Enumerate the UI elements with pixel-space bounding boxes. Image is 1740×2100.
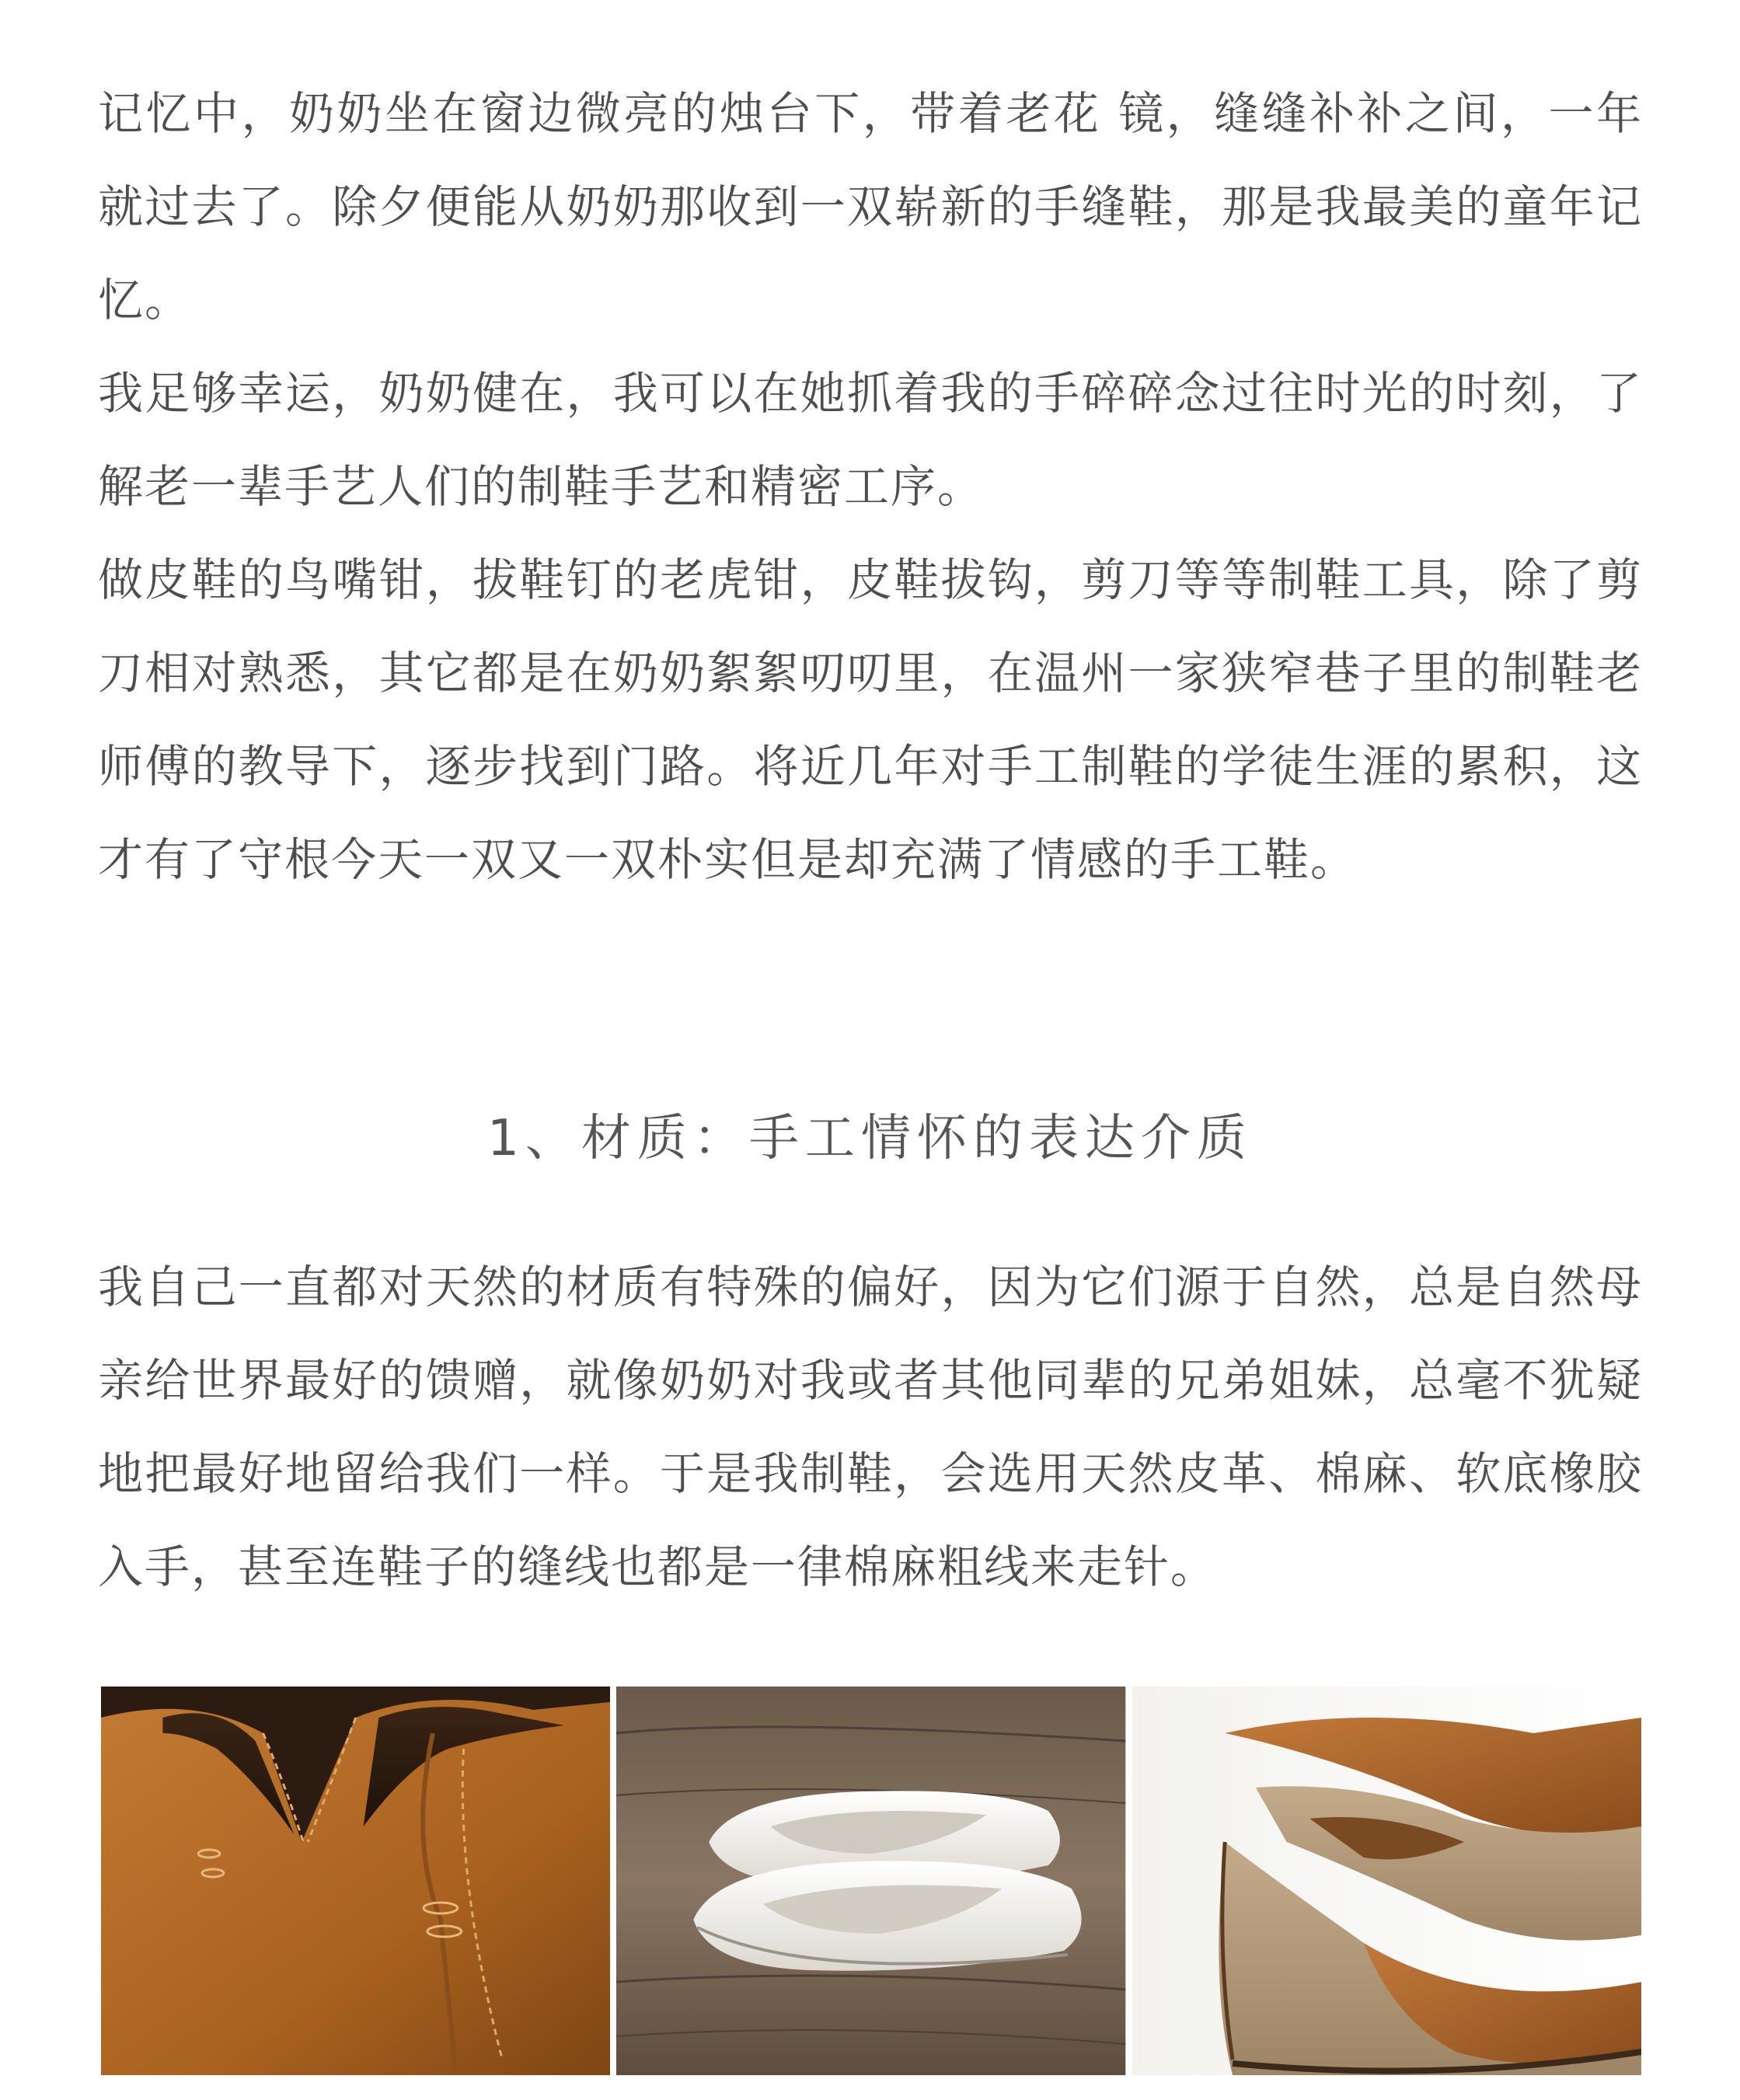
paragraph-materials: 我自己一直都对天然的材质有特殊的偏好，因为它们源于自然，总是自然母亲给世界最好的馈赠，就像奶奶对我或者其他同辈的兄弟姐妹，总毫不犹疑地把最好地留给我们一样。于是我制鞋，会选用天然皮革、棉麻、软底橡胶入手，甚至连鞋子的缝线也都是一律棉麻粗线来走针。	[98, 1261, 1643, 1593]
linen-suede-shoes-photo	[1132, 1687, 1641, 2075]
white-leather-shoes-photo	[616, 1687, 1125, 2075]
section-title-materials: 1、材质：手工情怀的表达介质	[487, 1110, 1253, 1167]
paragraph-fortune: 我足够幸运，奶奶健在，我可以在她抓着我的手碎碎念过往时光的时刻，了解老一辈手艺人们的制鞋手艺和精密工序。	[98, 367, 1643, 513]
tan-suede-shoes-photo	[101, 1687, 610, 2075]
paragraph-tools: 做皮鞋的鸟嘴钳，拔鞋钉的老虎钳，皮鞋拔钩，剪刀等等制鞋工具，除了剪刀相对熟悉，其它都是在奶奶絮絮叨叨里，在温州一家狭窄巷子里的制鞋老师傅的教导下，逐步找到门路。将近几年对手工制鞋的学徒生涯的累积，这才有了守根今天一双又一双朴实但是却充满了情感的手工鞋。	[98, 553, 1643, 886]
paragraph-memory: 记忆中，奶奶坐在窗边微亮的烛台下，带着老花 镜，缝缝补补之间，一年就过去了。除夕便能从奶奶那收到一双崭新的手缝鞋，那是我最美的童年记忆。	[98, 87, 1643, 326]
photo-strip	[101, 1687, 1641, 2075]
